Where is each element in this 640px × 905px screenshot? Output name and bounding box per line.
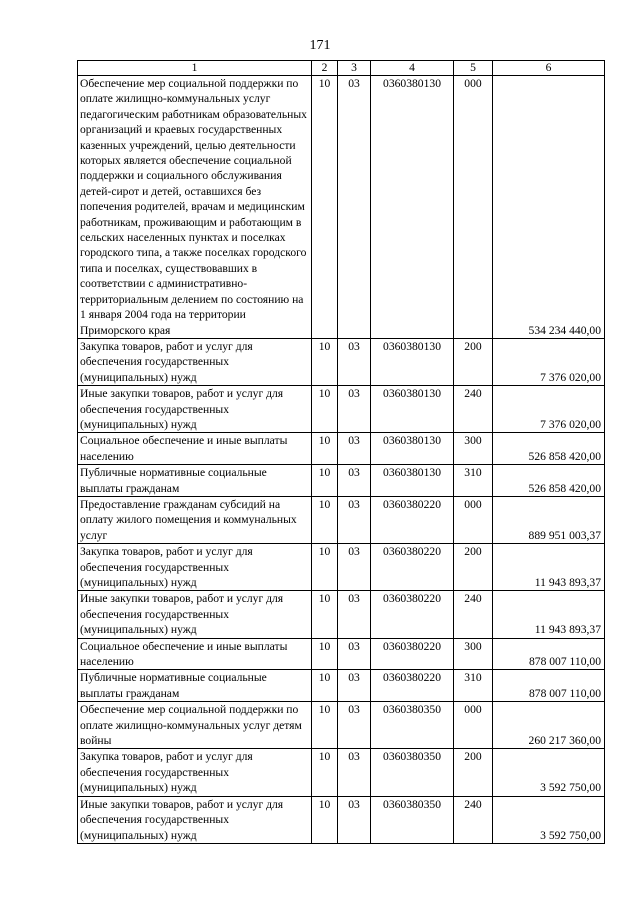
- row-target-article-cell: 0360380130: [371, 433, 454, 465]
- row-section-cell: 10: [312, 670, 338, 702]
- row-expense-type-cell: 000: [454, 76, 493, 339]
- budget-table: [77, 60, 605, 844]
- row-amount-cell: 7 376 020,00: [493, 386, 605, 433]
- table-row: [78, 465, 605, 497]
- row-section-cell: 10: [312, 702, 338, 749]
- row-target-article-cell: 0360380220: [371, 496, 454, 543]
- row-subsection-cell: 03: [338, 433, 371, 465]
- column-header: 3: [338, 61, 371, 76]
- table-row: [78, 638, 605, 670]
- row-expense-type-cell: 200: [454, 749, 493, 796]
- row-section-cell: 10: [312, 544, 338, 591]
- row-name-cell: Социальное обеспечение и иные выплаты населению: [78, 433, 312, 465]
- row-expense-type-cell: 200: [454, 338, 493, 385]
- row-amount-cell: 11 943 893,37: [493, 544, 605, 591]
- table-row: [78, 338, 605, 385]
- row-expense-type-cell: 240: [454, 796, 493, 843]
- row-name-cell: Обеспечение мер социальной поддержки по оплате жилищно-коммунальных услуг педагогическим работникам образовательных организаций и краевых государственных казенных учреждений, целью деятельности которых является обеспечение социальной поддержки и социального обслуживания детей-сирот и детей, оставшихся без попечения родителей, врачам и медицинским работникам, проживающим и работающим в сельских населенных пунктах и поселках городского типа, а также поселках городского типа и поселках, существовавших в соответствии с административно-территориальным делением по состоянию на 1 января 2004 года на территории Приморского края: [78, 76, 312, 339]
- row-amount-cell: 889 951 003,37: [493, 496, 605, 543]
- row-target-article-cell: 0360380220: [371, 591, 454, 638]
- column-header: 5: [454, 61, 493, 76]
- row-name-cell: Публичные нормативные социальные выплаты гражданам: [78, 465, 312, 497]
- row-name-cell: Иные закупки товаров, работ и услуг для обеспечения государственных (муниципальных) нужд: [78, 796, 312, 843]
- row-section-cell: 10: [312, 386, 338, 433]
- row-name-cell: Закупка товаров, работ и услуг для обеспечения государственных (муниципальных) нужд: [78, 338, 312, 385]
- row-expense-type-cell: 300: [454, 638, 493, 670]
- row-section-cell: 10: [312, 749, 338, 796]
- row-expense-type-cell: 300: [454, 433, 493, 465]
- row-target-article-cell: 0360380220: [371, 670, 454, 702]
- row-section-cell: 10: [312, 433, 338, 465]
- table-row: [78, 749, 605, 796]
- row-target-article-cell: 0360380220: [371, 638, 454, 670]
- row-subsection-cell: 03: [338, 670, 371, 702]
- table-row: [78, 796, 605, 843]
- table-row: [78, 76, 605, 339]
- row-amount-cell: 878 007 110,00: [493, 638, 605, 670]
- row-amount-cell: 526 858 420,00: [493, 465, 605, 497]
- row-name-cell: Иные закупки товаров, работ и услуг для обеспечения государственных (муниципальных) нужд: [78, 386, 312, 433]
- table-row: [78, 386, 605, 433]
- row-section-cell: 10: [312, 465, 338, 497]
- column-header: 4: [371, 61, 454, 76]
- row-target-article-cell: 0360380130: [371, 465, 454, 497]
- row-subsection-cell: 03: [338, 386, 371, 433]
- row-subsection-cell: 03: [338, 544, 371, 591]
- row-target-article-cell: 0360380130: [371, 76, 454, 339]
- row-section-cell: 10: [312, 638, 338, 670]
- column-header: 1: [78, 61, 312, 76]
- row-target-article-cell: 0360380350: [371, 796, 454, 843]
- row-expense-type-cell: 310: [454, 465, 493, 497]
- row-section-cell: 10: [312, 796, 338, 843]
- row-expense-type-cell: 000: [454, 496, 493, 543]
- row-target-article-cell: 0360380220: [371, 544, 454, 591]
- column-header: 6: [493, 61, 605, 76]
- row-amount-cell: 534 234 440,00: [493, 76, 605, 339]
- row-amount-cell: 7 376 020,00: [493, 338, 605, 385]
- row-name-cell: Публичные нормативные социальные выплаты гражданам: [78, 670, 312, 702]
- row-amount-cell: 3 592 750,00: [493, 796, 605, 843]
- row-amount-cell: 878 007 110,00: [493, 670, 605, 702]
- row-amount-cell: 3 592 750,00: [493, 749, 605, 796]
- table-row: [78, 496, 605, 543]
- row-section-cell: 10: [312, 76, 338, 339]
- row-expense-type-cell: 240: [454, 591, 493, 638]
- row-amount-cell: 526 858 420,00: [493, 433, 605, 465]
- row-subsection-cell: 03: [338, 638, 371, 670]
- row-expense-type-cell: 000: [454, 702, 493, 749]
- table-row: [78, 433, 605, 465]
- row-name-cell: Предоставление гражданам субсидий на оплату жилого помещения и коммунальных услуг: [78, 496, 312, 543]
- row-subsection-cell: 03: [338, 496, 371, 543]
- column-header: 2: [312, 61, 338, 76]
- row-subsection-cell: 03: [338, 338, 371, 385]
- row-target-article-cell: 0360380350: [371, 702, 454, 749]
- row-subsection-cell: 03: [338, 749, 371, 796]
- page-number: 171: [309, 38, 331, 53]
- row-section-cell: 10: [312, 338, 338, 385]
- row-section-cell: 10: [312, 591, 338, 638]
- row-target-article-cell: 0360380130: [371, 386, 454, 433]
- row-subsection-cell: 03: [338, 796, 371, 843]
- row-name-cell: Закупка товаров, работ и услуг для обеспечения государственных (муниципальных) нужд: [78, 749, 312, 796]
- row-expense-type-cell: 240: [454, 386, 493, 433]
- row-subsection-cell: 03: [338, 591, 371, 638]
- table-row: [78, 591, 605, 638]
- table-header-row: [78, 61, 605, 76]
- table-row: [78, 670, 605, 702]
- row-section-cell: 10: [312, 496, 338, 543]
- row-amount-cell: 11 943 893,37: [493, 591, 605, 638]
- row-name-cell: Иные закупки товаров, работ и услуг для обеспечения государственных (муниципальных) нужд: [78, 591, 312, 638]
- row-name-cell: Обеспечение мер социальной поддержки по оплате жилищно-коммунальных услуг детям войны: [78, 702, 312, 749]
- row-subsection-cell: 03: [338, 702, 371, 749]
- table-row: [78, 544, 605, 591]
- row-name-cell: Социальное обеспечение и иные выплаты населению: [78, 638, 312, 670]
- row-target-article-cell: 0360380350: [371, 749, 454, 796]
- row-name-cell: Закупка товаров, работ и услуг для обеспечения государственных (муниципальных) нужд: [78, 544, 312, 591]
- row-expense-type-cell: 200: [454, 544, 493, 591]
- row-amount-cell: 260 217 360,00: [493, 702, 605, 749]
- row-subsection-cell: 03: [338, 465, 371, 497]
- row-target-article-cell: 0360380130: [371, 338, 454, 385]
- row-expense-type-cell: 310: [454, 670, 493, 702]
- table-row: [78, 702, 605, 749]
- row-subsection-cell: 03: [338, 76, 371, 339]
